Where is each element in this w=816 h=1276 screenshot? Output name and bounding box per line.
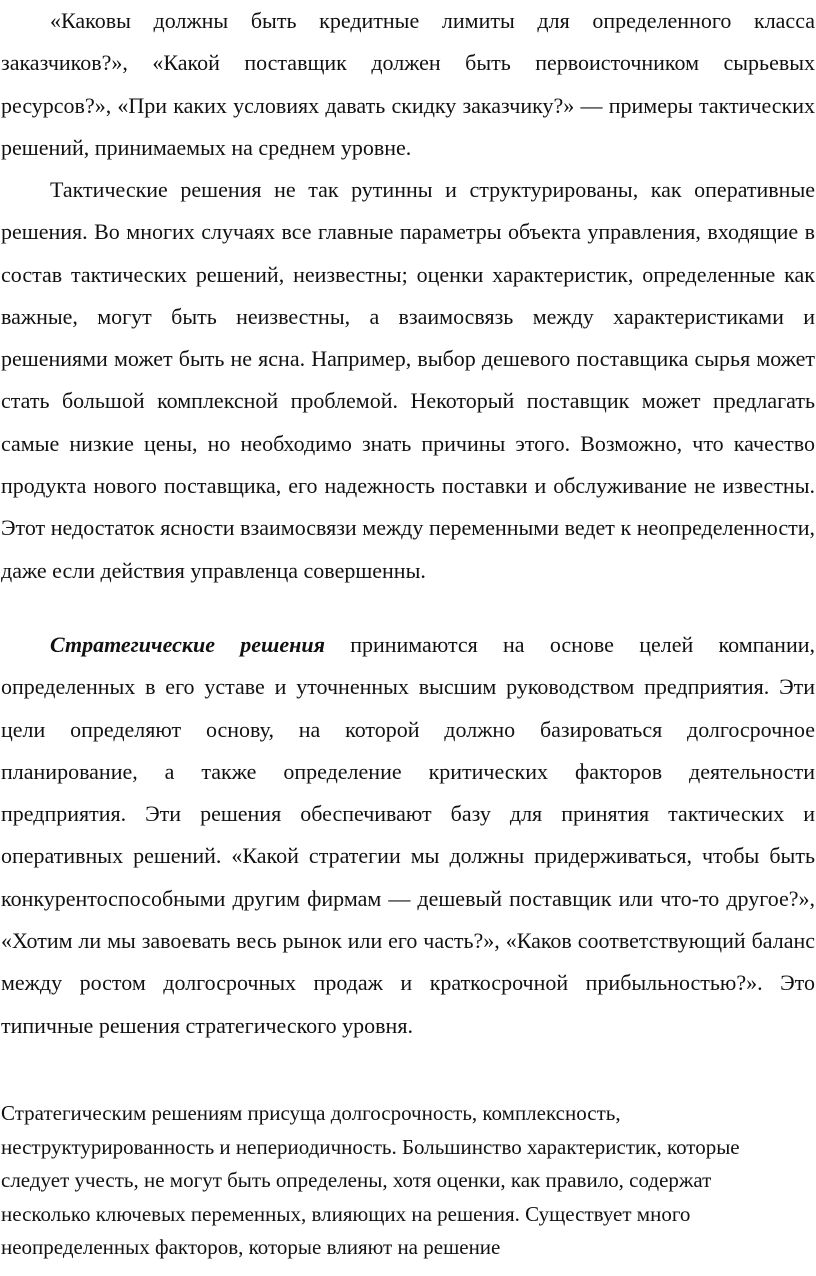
paragraph-tactical-examples: «Каковы должны быть кредитные лимиты для определенного класса заказчиков?», «Какой поставщик должен быть первоисточником сырьевых ресурсов?», «При каких условиях давать скидку заказчику?» — примеры тактических решений, принимаемых на среднем уровне. [1,8,815,160]
strategic-decisions-term: Стратегические решения [50,632,325,657]
paragraph-strategic-body: принимаются на основе целей компании, определенных в его уставе и уточненных высшим руководством предприятия. Эти цели определяют основу, на которой должно базироваться долгосрочное планирование, а также определение критических факторов деятельности предприятия. Эти решения обеспечивают базу для принятия тактических и оперативных решений. «Какой стратегии мы должны придерживаться, чтобы быть конкурентоспособными другим фирмам — дешевый поставщик или что-то другое?», «Хотим ли мы завоевать весь рынок или его часть?», «Каков соответствующий баланс между ростом долгосрочных продаж и краткосрочной прибыльностью?». Это типичные решения стратегического уровня. [1,632,815,1038]
paragraph-tactical-decisions: Тактические решения не так рутинны и структурированы, как оперативные решения. Во многих случаях все главные параметры объекта управления, входящие в состав тактических решений, неизвестны; оценки характеристик, определенные как важные, могут быть неизвестны, а взаимосвязь между характеристиками и решениями может быть не ясна. Например, выбор дешевого поставщика сырья может стать большой комплексной проблемой. Некоторый поставщик может предлагать самые низкие цены, но необходимо знать причины этого. Возможно, что качество продукта нового поставщика, его надежность поставки и обслуживание не известны. Этот недостаток ясности взаимосвязи между переменными ведет к неопределенности, даже если действия управленца совершенны. [1,177,815,583]
paragraph-strategic-characteristics: Стратегическим решениям присуща долгосрочность, комплексность, неструктурированность и непериодичность. Большинство характеристик, которые следует учесть, не могут быть определены, хотя оценки, как правило, содержат несколько ключевых переменных, влияющих на решения. Существует много неопределенных факторов, которые влияют на решение [1,1101,740,1259]
paragraph-strategic-decisions [1,624,815,1047]
